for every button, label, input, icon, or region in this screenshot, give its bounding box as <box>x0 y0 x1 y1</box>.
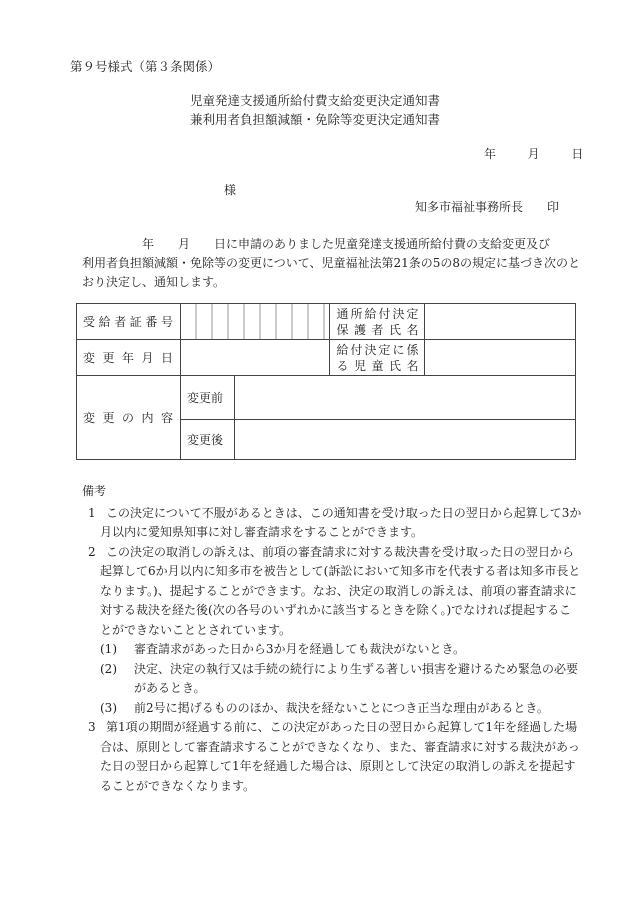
note-sub-item-1: (1) 審査請求があった日から3か月を経過しても裁決がないとき。 <box>100 642 466 656</box>
intro-paragraph <box>82 235 587 292</box>
note-item-1: 1 この決定について不服があるときは、この通知書を受け取った日の翌日から起算して3か月以内に愛知県知事に対し審査請求をすることができます。 <box>88 505 582 539</box>
child-name-cell <box>425 340 576 376</box>
after-label-cell <box>180 420 234 460</box>
after-value-cell <box>234 420 575 460</box>
recipient-cert-label-cell <box>77 304 181 340</box>
intro-rest: 利用者負担額減額・免除等の変更について、児童福祉法第21条の5の8の規定に基づき次のとおり決定し、通知します。 <box>82 256 581 289</box>
recipient-cert-label: 受給者証番号 <box>83 314 173 329</box>
change-date-label: 変更年月日 <box>83 351 173 365</box>
guardian-label: 通所給付決定保護者氏名 <box>336 306 419 337</box>
decision-table <box>76 303 576 460</box>
change-date-value-cell <box>180 340 330 376</box>
intro-line1: 年 月 日に申請のありました児童発達支援通所給付費の支給変更及び <box>142 237 551 251</box>
note-sub-item-3: (3) 前2号に掲げるもののほか、裁決を経ないことにつき正当な理由があるとき。 <box>100 700 549 715</box>
before-value-cell <box>234 376 575 420</box>
guardian-name-cell <box>425 304 576 340</box>
note-item-3: 3 第1項の期間が経過する前に、この決定があった日の翌日から起算して1年を経過した場合は、原則として審査請求することができなくなり、また、審査請求に対する裁決があった日の翌日から起算して1年を経過した場合は、原則として決定の取消しの訴えを提起することができなくなります。 <box>88 720 580 793</box>
before-label: 変更前 <box>186 391 223 405</box>
date-line <box>484 145 583 162</box>
recipient-suffix: 様 <box>224 183 237 197</box>
document-title-line2: 兼利用者負担額減額・免除等変更決定通知書 <box>189 112 440 127</box>
notes-heading: 備考 <box>82 484 107 498</box>
before-label-cell <box>180 376 234 420</box>
note-item-2: 2 この決定の取消しの訴えは、前項の審査請求に対する裁決書を受け取った日の翌日から起算して6か月以内に知多市を被告として(訴訟において知多市を代表する者は知多市長となります。)、提起することができます。なお、決定の取消しの訴えは、前項の審査請求に対する裁決を経た後(次の各号のいずれかに該当するときを除く。)でなければ提起することができないこととされています。 <box>88 544 581 637</box>
date-month: 月 <box>527 147 540 161</box>
date-year: 年 <box>484 147 497 161</box>
form-number: 第９号様式（第３条関係） <box>70 59 221 74</box>
document-title-line1: 児童発達支援通所給付費支給変更決定通知書 <box>189 93 440 108</box>
note-sub-item-2: (2) 決定、決定の執行又は手続の続行により生ずる著しい損害を避けるため緊急の必要があるとき。 <box>100 661 579 695</box>
change-date-label-cell <box>77 340 181 376</box>
date-day: 日 <box>571 147 584 161</box>
guardian-label-cell <box>330 304 425 340</box>
change-content-label: 変更の内容 <box>83 411 173 425</box>
child-label: 給付決定に係る児童氏名 <box>336 342 419 373</box>
notes-section <box>82 482 582 796</box>
after-label: 変更後 <box>186 433 223 447</box>
issuer-line: 知多市福祉事務所長 印 <box>415 200 560 214</box>
change-content-label-cell <box>77 376 181 460</box>
recipient-cert-number-cell <box>180 304 330 340</box>
child-label-cell <box>330 340 425 376</box>
